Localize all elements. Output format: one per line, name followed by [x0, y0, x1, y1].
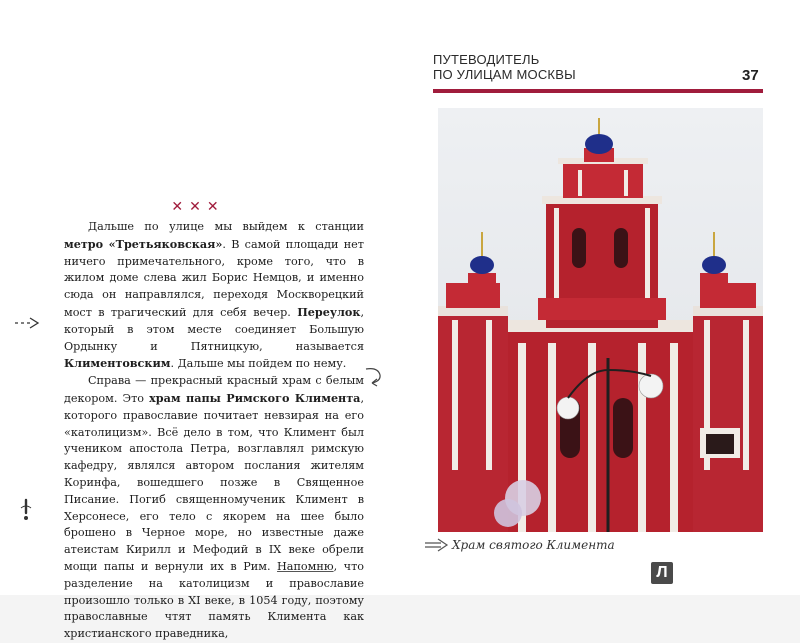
- running-head: [433, 52, 763, 82]
- text-span: . В самой площади нет ничего примечательного, кроме того, что в жилом доме слева жил Борис Немцов, и именно сюда он направлялся, переходя Москворецкий мост в трагический для себя вечер.: [64, 237, 364, 319]
- caption-arrow-icon: [424, 538, 450, 552]
- running-head-line1: ПУТЕВОДИТЕЛЬ: [433, 52, 540, 67]
- underlined-reminder: Напомню: [277, 559, 334, 573]
- margin-arrow-icon: [14, 316, 40, 330]
- margin-exclamation-icon: [18, 498, 34, 522]
- bold-pereulok: Переулок: [297, 304, 361, 319]
- church-photo: [438, 108, 763, 532]
- text-span: , которого православие почитает невзирая на его «католицизм». Всё дело в том, что Климент был учеником апостола Петра, возглавлял римскую кафедру, являлся автором послания жителям Коринфа, вошедшего позже в Священное Писание. Погиб священномученик Климент в Херсонесе, его тело с якорем на шее было брошено в Черное море, но известные даже атеистам Кирилл и Мефодий в IX веке обрели мощи папы и вернули их в Рим.: [64, 391, 364, 573]
- text-span: Дальше по улице мы выйдем к станции: [88, 220, 364, 233]
- publisher-logo: Л: [651, 562, 673, 584]
- photo-caption: Храм святого Климента: [452, 538, 615, 552]
- running-head-line2: ПО УЛИЦАМ МОСКВЫ: [433, 67, 576, 82]
- body-text: [64, 219, 364, 643]
- bold-church-name: храм папы Римского Климента: [149, 390, 361, 405]
- text-span: . Дальше мы пойдем по нему.: [170, 357, 347, 371]
- bold-klimentovsky: Климентовским: [64, 356, 171, 371]
- header-rule: [433, 89, 763, 93]
- text-span: , который в этом месте соединяет Большую Ордынку и Пятницкую, называется: [64, 305, 364, 353]
- paragraph-2: [64, 373, 364, 643]
- text-span: , что разделение на католицизм и православие произошло только в XI веке, в 1054 году, поэтому православные чтят память Климента как христианского праведника,: [64, 559, 364, 641]
- page-number: 37: [742, 67, 759, 84]
- margin-curve-arrow-icon: [364, 365, 388, 387]
- text-span: Справа — прекрасный красный храм с белым декором. Это: [64, 374, 364, 405]
- ornament-divider-icon: ✕✕✕: [171, 199, 225, 215]
- paragraph-1: [64, 219, 364, 373]
- bold-metro: метро «Третьяковская»: [64, 236, 223, 251]
